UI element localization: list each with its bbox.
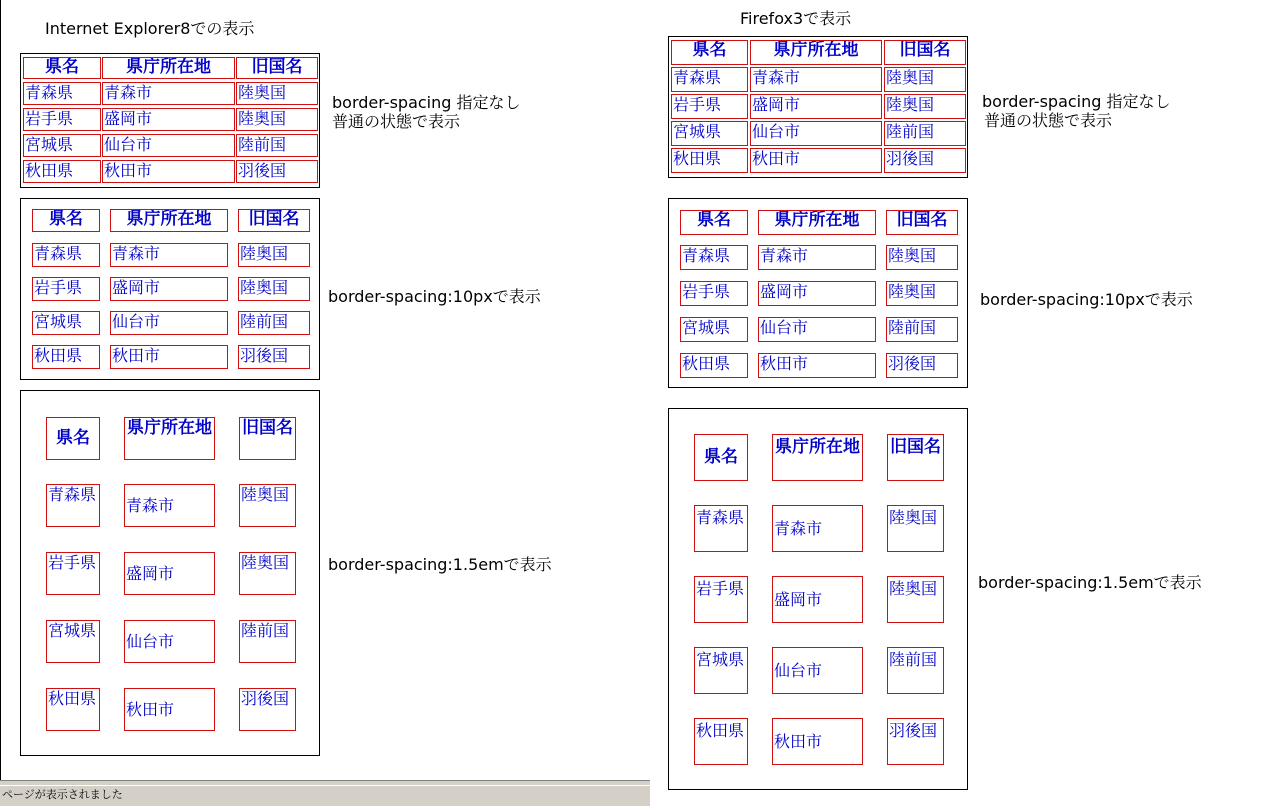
table-cell: 羽後国 <box>236 160 318 183</box>
ff-table-1-5em <box>668 408 968 790</box>
table-cell: 陸奥国 <box>887 505 944 552</box>
ie-caption-default-line2: 普通の状態で表示 <box>332 112 461 131</box>
table-cell: 宮城県 <box>46 620 100 663</box>
table-header: 旧国名 <box>884 40 966 65</box>
table-cell: 岩手県 <box>23 108 101 131</box>
table-cell: 秋田県 <box>23 160 101 183</box>
table-header: 旧国名 <box>238 209 310 232</box>
table-cell: 羽後国 <box>238 345 310 369</box>
table-cell: 青森県 <box>671 67 748 92</box>
table-cell: 陸前国 <box>886 317 958 342</box>
table-cell: 陸前国 <box>239 620 296 663</box>
table-cell: 陸奥国 <box>886 281 958 306</box>
table-cell: 羽後国 <box>886 353 958 378</box>
table-cell: 青森県 <box>694 505 748 552</box>
table-cell: 青森県 <box>680 245 748 270</box>
ff-caption-1-5em: border-spacing:1.5emで表示 <box>978 573 1202 592</box>
table-cell: 青森市 <box>758 245 876 270</box>
ie-table-10px <box>20 198 320 380</box>
table-cell: 陸奥国 <box>238 277 310 301</box>
table-cell: 陸前国 <box>887 647 944 694</box>
table-cell: 秋田市 <box>772 718 863 765</box>
table-cell: 盛岡市 <box>102 108 235 131</box>
table-cell: 陸前国 <box>884 121 966 146</box>
table-cell: 陸奥国 <box>236 82 318 105</box>
table-header: 旧国名 <box>887 434 944 481</box>
table-cell: 岩手県 <box>680 281 748 306</box>
table-cell: 秋田市 <box>102 160 235 183</box>
ie-caption-default-line1: border-spacing 指定なし <box>332 93 521 112</box>
table-cell: 秋田県 <box>694 718 748 765</box>
table-header: 旧国名 <box>886 210 958 235</box>
table-cell: 青森市 <box>124 484 215 527</box>
table-header: 県庁所在地 <box>110 209 228 232</box>
table-cell: 秋田県 <box>46 688 100 731</box>
table-header: 県庁所在地 <box>772 434 863 481</box>
table-cell: 羽後国 <box>239 688 296 731</box>
table-cell: 陸前国 <box>236 134 318 157</box>
ie-status-bar <box>0 780 650 806</box>
table-cell: 盛岡市 <box>110 277 228 301</box>
table-cell: 陸奥国 <box>236 108 318 131</box>
table-cell: 宮城県 <box>694 647 748 694</box>
table-cell: 仙台市 <box>110 311 228 335</box>
table-cell: 羽後国 <box>884 148 966 173</box>
table-cell: 陸前国 <box>238 311 310 335</box>
table-cell: 青森市 <box>750 67 882 92</box>
ie-table-1-5em <box>20 390 320 756</box>
table-cell: 宮城県 <box>680 317 748 342</box>
table-cell: 陸奥国 <box>239 484 296 527</box>
table-cell: 秋田市 <box>750 148 882 173</box>
table-header: 県庁所在地 <box>124 417 215 460</box>
table-cell: 盛岡市 <box>758 281 876 306</box>
table-cell: 秋田市 <box>110 345 228 369</box>
ie-table-default <box>20 53 320 188</box>
table-header: 県名 <box>23 57 101 79</box>
ff-table-10px <box>668 198 968 388</box>
table-cell: 宮城県 <box>23 134 101 157</box>
table-cell: 羽後国 <box>887 718 944 765</box>
table-cell: 岩手県 <box>32 277 100 301</box>
table-cell: 陸奥国 <box>239 552 296 595</box>
table-cell: 陸奥国 <box>238 243 310 267</box>
table-cell: 陸奥国 <box>884 67 966 92</box>
table-cell: 青森市 <box>772 505 863 552</box>
table-header: 旧国名 <box>239 417 296 460</box>
table-cell: 仙台市 <box>772 647 863 694</box>
table-cell: 盛岡市 <box>772 576 863 623</box>
window-left-edge <box>0 0 1 780</box>
ie-caption-1-5em: border-spacing:1.5emで表示 <box>328 555 552 574</box>
table-cell: 青森市 <box>110 243 228 267</box>
table-cell: 岩手県 <box>46 552 100 595</box>
table-cell: 仙台市 <box>124 620 215 663</box>
table-cell: 仙台市 <box>758 317 876 342</box>
table-header: 県名 <box>671 40 748 65</box>
table-header: 旧国名 <box>236 57 318 79</box>
table-cell: 青森県 <box>46 484 100 527</box>
table-cell: 秋田市 <box>124 688 215 731</box>
firefox-heading: Firefox3で表示 <box>740 9 852 28</box>
table-cell: 陸奥国 <box>887 576 944 623</box>
table-cell: 青森市 <box>102 82 235 105</box>
table-header: 県名 <box>46 417 100 460</box>
table-cell: 岩手県 <box>694 576 748 623</box>
table-cell: 青森県 <box>23 82 101 105</box>
table-header: 県庁所在地 <box>102 57 235 79</box>
table-cell: 秋田県 <box>671 148 748 173</box>
table-header: 県名 <box>694 434 748 481</box>
table-cell: 秋田県 <box>32 345 100 369</box>
table-cell: 宮城県 <box>32 311 100 335</box>
table-cell: 陸奥国 <box>884 94 966 119</box>
table-header: 県庁所在地 <box>750 40 882 65</box>
ff-caption-10px: border-spacing:10pxで表示 <box>980 290 1193 309</box>
ie-heading: Internet Explorer8での表示 <box>45 19 255 38</box>
table-cell: 仙台市 <box>750 121 882 146</box>
status-text: ページが表示されました <box>2 788 123 801</box>
table-cell: 盛岡市 <box>124 552 215 595</box>
ff-table-default <box>668 36 968 178</box>
table-cell: 仙台市 <box>102 134 235 157</box>
table-cell: 宮城県 <box>671 121 748 146</box>
table-header: 県名 <box>680 210 748 235</box>
ff-caption-default-line1: border-spacing 指定なし <box>982 92 1171 111</box>
ie-caption-10px: border-spacing:10pxで表示 <box>328 287 541 306</box>
table-cell: 青森県 <box>32 243 100 267</box>
table-cell: 岩手県 <box>671 94 748 119</box>
table-cell: 秋田県 <box>680 353 748 378</box>
table-cell: 盛岡市 <box>750 94 882 119</box>
table-header: 県庁所在地 <box>758 210 876 235</box>
ff-caption-default-line2: 普通の状態で表示 <box>984 111 1113 130</box>
table-cell: 陸奥国 <box>886 245 958 270</box>
table-cell: 秋田市 <box>758 353 876 378</box>
table-header: 県名 <box>32 209 100 232</box>
